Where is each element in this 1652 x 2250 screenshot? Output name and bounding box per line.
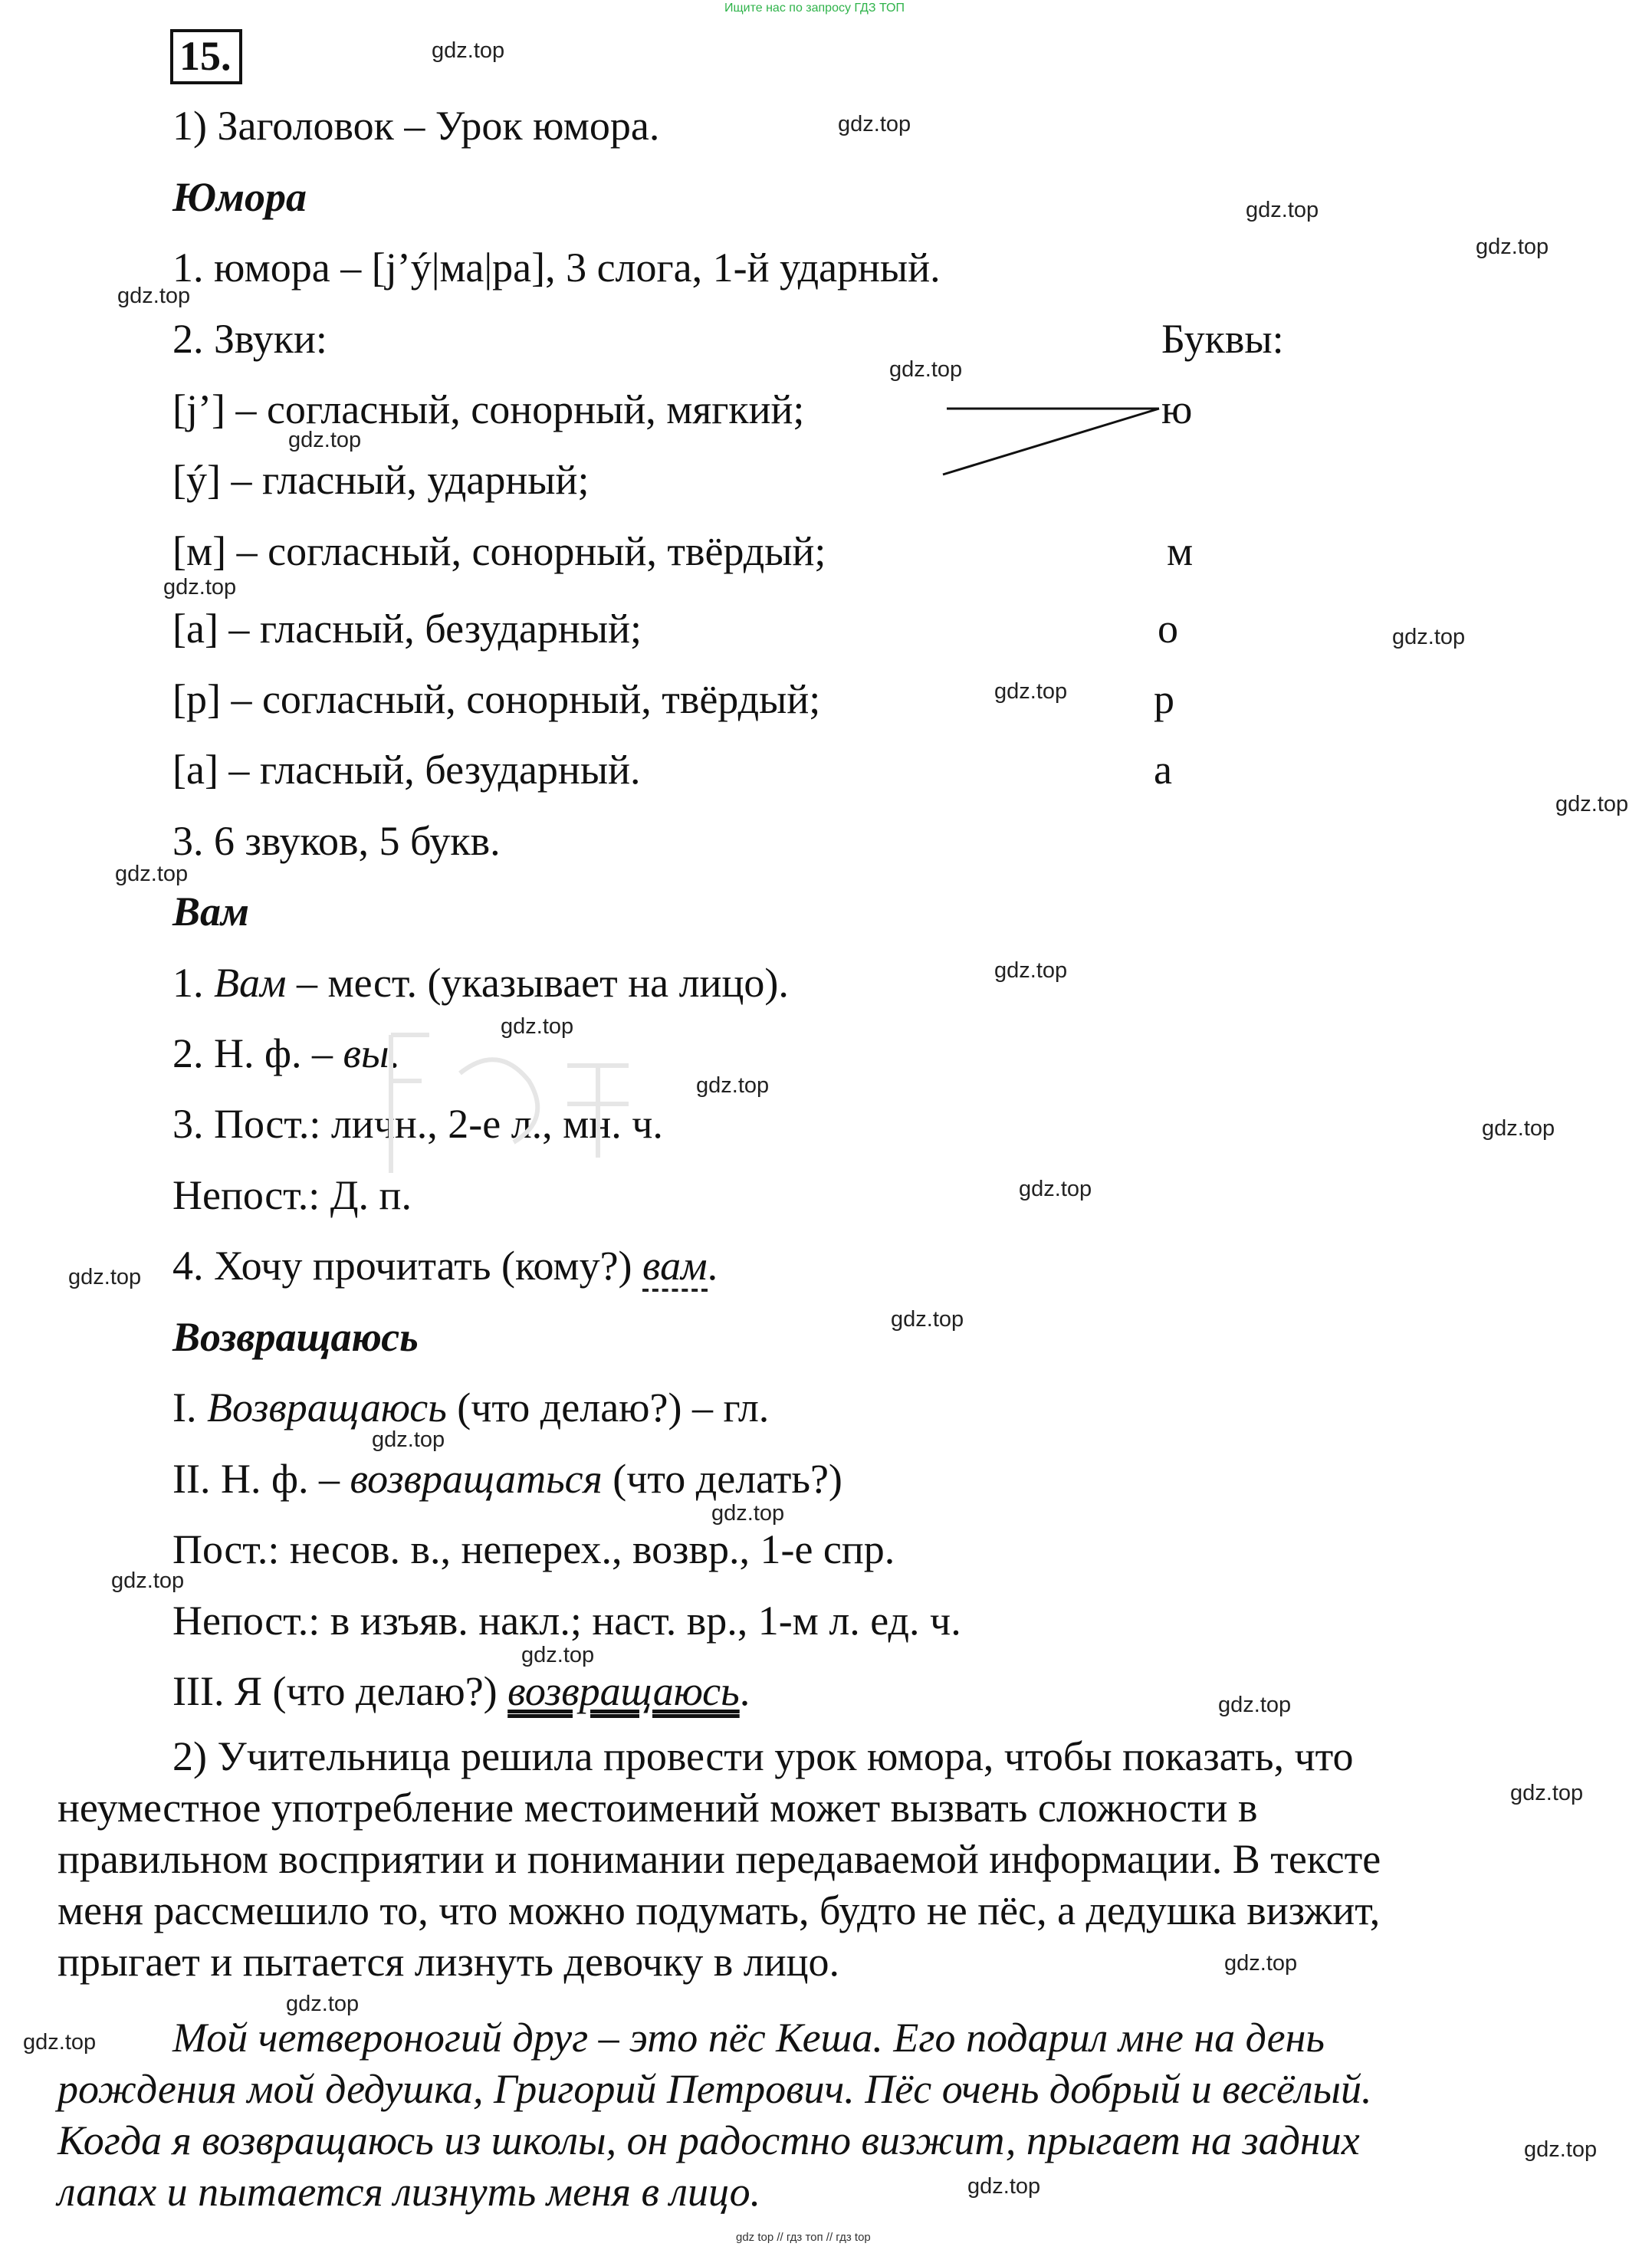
top-banner: Ищите нас по запросу ГДЗ ТОП [724, 2, 905, 15]
yumora-line-3: 3. 6 звуков, 5 букв. [172, 818, 501, 864]
paragraph-line: лапах и пытается лизнуть меня в лицо. [57, 2169, 761, 2215]
heading-yumora: Юмора [172, 174, 307, 220]
watermark: gdz.top [696, 1073, 770, 1098]
vam-line-3: 3. Пост.: личн., 2-е л., мн. ч. [172, 1101, 663, 1147]
watermark: gdz.top [1392, 625, 1466, 649]
paragraph-2 [57, 1731, 1552, 1988]
letter: а [1154, 747, 1172, 793]
watermark: gdz.top [286, 1992, 360, 2016]
watermark: gdz.top [288, 428, 362, 452]
letter: р [1154, 676, 1174, 722]
watermark: gdz.top [1555, 792, 1629, 816]
paragraph-line: 2) Учительница решила провести урок юмора, чтобы показать, что [172, 1733, 1354, 1779]
watermark: gdz.top [1524, 2137, 1598, 2162]
watermark: gdz.top [994, 679, 1068, 704]
watermark: gdz.top [432, 38, 505, 63]
vozv-line-5: III. Я (что делаю?) возвращаюсь. [172, 1668, 750, 1714]
letter: ю [1161, 386, 1193, 432]
vozv-line-1: I. Возвращаюсь (что делаю?) – гл. [172, 1384, 770, 1430]
watermark: gdz.top [372, 1427, 445, 1452]
sound-line: [а] – гласный, безударный; [172, 606, 642, 652]
sound-line: [j’] – согласный, сонорный, мягкий; [172, 386, 805, 432]
paragraph-line: правильном восприятии и понимании передаваемой информации. В тексте [57, 1836, 1381, 1882]
paragraph-line: неуместное употребление местоимений может вызвать сложности в [57, 1785, 1258, 1831]
heading-vozv: Возвращаюсь [172, 1314, 419, 1360]
watermark: gdz.top [111, 1568, 185, 1593]
sound-line: [ý] – гласный, ударный; [172, 457, 590, 503]
sound-letter-connector [935, 395, 1165, 479]
watermark: gdz.top [994, 958, 1068, 983]
vozv-line-3: Пост.: несов. в., неперех., возвр., 1-е спр. [172, 1526, 895, 1572]
watermark: gdz.top [1224, 1951, 1298, 1976]
paragraph-line: рождения мой дедушка, Григорий Петрович. Пёс очень добрый и весёлый. [57, 2066, 1372, 2112]
underlined-word: возвращаюсь [507, 1668, 740, 1714]
footer: gdz top // гдз топ // гдз top [736, 2231, 871, 2244]
heading-vam: Вам [172, 889, 250, 934]
watermark: gdz.top [501, 1014, 574, 1039]
letters-header: Буквы: [1161, 316, 1284, 362]
faint-logo-watermark [376, 1027, 682, 1181]
watermark: gdz.top [967, 2174, 1041, 2199]
letter: м [1167, 528, 1194, 574]
watermark: gdz.top [1482, 1116, 1555, 1141]
watermark: gdz.top [1019, 1177, 1092, 1201]
watermark: gdz.top [891, 1307, 964, 1332]
watermark: gdz.top [889, 357, 963, 382]
paragraph-3 [57, 2012, 1591, 2218]
watermark: gdz.top [68, 1265, 142, 1289]
paragraph-line: Когда я возвращаюсь из школы, он радостно визжит, прыгает на задних [57, 2117, 1360, 2163]
vam-line-4: Непост.: Д. п. [172, 1172, 412, 1218]
vam-line-5: 4. Хочу прочитать (кому?) вам. [172, 1245, 718, 1286]
letter: о [1158, 606, 1178, 652]
watermark: gdz.top [1218, 1693, 1292, 1717]
watermark: gdz.top [1476, 235, 1549, 259]
watermark: gdz.top [115, 862, 189, 886]
paragraph-line: меня рассмешило то, что можно подумать, будто не пёс, а дедушка визжит, [57, 1887, 1381, 1933]
sound-line: [р] – согласный, сонорный, твёрдый; [172, 676, 821, 722]
underlined-word: вам [642, 1243, 708, 1292]
watermark: gdz.top [521, 1643, 595, 1667]
watermark: gdz.top [117, 284, 191, 308]
watermark: gdz.top [1510, 1781, 1584, 1805]
vozv-line-4: Непост.: в изъяв. накл.; наст. вр., 1-м л. ед. ч. [172, 1598, 961, 1644]
yumora-line-2: 2. Звуки: [172, 316, 327, 362]
yumora-line-1: 1. юмора – [j’ý|ма|ра], 3 слога, 1-й ударный. [172, 245, 941, 291]
watermark: gdz.top [838, 112, 911, 136]
sound-line: [а] – гласный, безударный. [172, 747, 641, 793]
paragraph-line: прыгает и пытается лизнуть девочку в лицо. [57, 1939, 840, 1985]
watermark: gdz.top [711, 1501, 785, 1526]
title-line: 1) Заголовок – Урок юмора. [172, 103, 660, 149]
sound-line: [м] – согласный, сонорный, твёрдый; [172, 528, 826, 574]
watermark: gdz.top [23, 2030, 97, 2055]
vam-line-2: 2. Н. ф. – вы. [172, 1030, 400, 1076]
vam-line-1: 1. Вам – мест. (указывает на лицо). [172, 960, 789, 1006]
watermark: gdz.top [163, 575, 237, 599]
watermark: gdz.top [1246, 198, 1319, 222]
task-number: 15. [170, 29, 242, 84]
vozv-line-2: II. Н. ф. – возвращаться (что делать?) [172, 1456, 842, 1502]
paragraph-line: Мой четвероногий друг – это пёс Кеша. Его подарил мне на день [172, 2015, 1325, 2061]
